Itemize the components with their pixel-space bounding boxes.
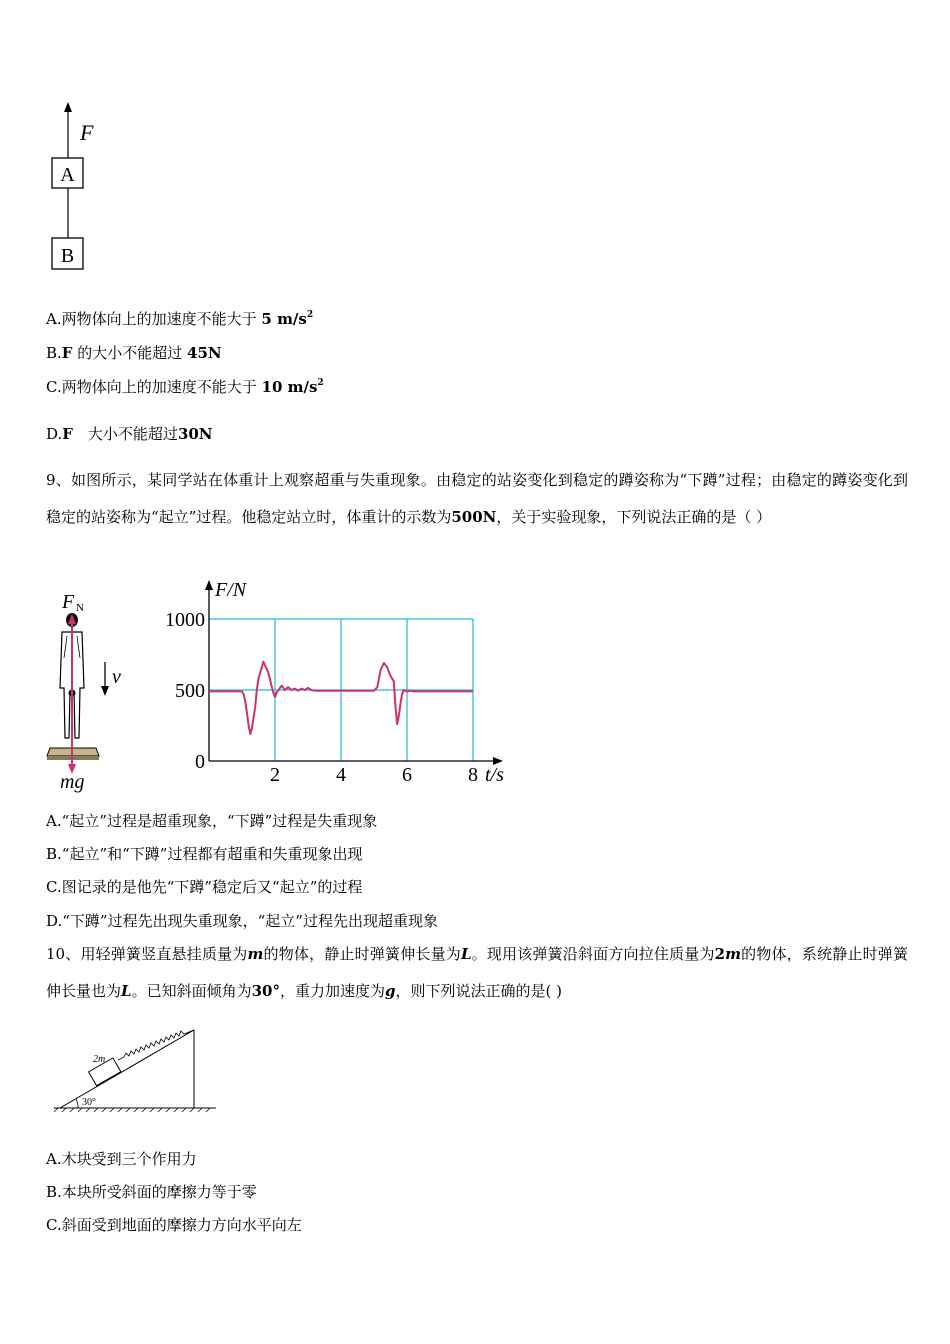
fn-label: F [62,591,75,613]
q8-option-d: D.F 大小不能超过30N [46,425,213,443]
blocks-ab-figure [40,98,120,278]
q8-option-c: C.两物体向上的加速度不能大于 10 $m/s^2$ [46,378,324,396]
q9-option-b: B.“起立”和“下蹲”过程都有超重和失重现象出现 [46,845,363,863]
angle-arc [76,1099,78,1108]
ground-hatch [54,1108,210,1112]
y-tick-label: 0 [195,751,205,773]
y-axis-arrow [205,580,213,590]
arrow-head [64,102,72,112]
x-tick-label: 2 [270,764,280,786]
x-tick-label: 4 [336,764,346,786]
fn-subscript: N [76,602,84,614]
question-number: 9、 [46,471,71,489]
q8-option-a: A.两物体向上的加速度不能大于 5 $m/s^2$ [46,310,314,328]
q9-option-c: C.图记录的是他先“下蹲”稳定后又“起立”的过程 [46,878,363,896]
incline-figure [50,1018,220,1118]
q9-stem: 9、如图所示，某同学站在体重计上观察超重与失重现象。由稳定的站姿变化到稳定的蹲姿称为“下蹲”过程；由稳定的蹲姿变化到稳定的站姿称为“起立”过程。他稳定站立时，体重计的示数为500N，关于实验现象，下列说法正确的是（ ） [46,471,908,526]
option-prefix: A. [46,310,62,328]
v-label: v [112,666,121,688]
force-label: F [80,120,94,145]
q10-option-b: B.本块所受斜面的摩擦力等于零 [46,1183,257,1201]
y-axis-label: F/N [215,579,247,601]
angle-label: 30° [82,1097,96,1108]
q10-option-c: C.斜面受到地面的摩擦力方向水平向左 [46,1216,302,1234]
q10-option-a: A.木块受到三个作用力 [46,1150,197,1168]
y-tick-label: 500 [175,680,205,702]
q9-option-a: A.“起立”过程是超重现象，“下蹲”过程是失重现象 [46,812,378,830]
q8-option-b: B.F 的大小不能超过 45N [46,344,222,362]
x-tick-label: 6 [402,764,412,786]
q10-stem: 10、用轻弹簧竖直悬挂质量为m的物体，静止时弹簧伸长量为L。现用该弹簧沿斜面方向拉住质量为2m的物体，系统静止时弹簧伸长量也为L。已知斜面倾角为30°，重力加速度为g，则下列说法正确的是( ) [46,945,908,1000]
y-tick-label: 1000 [165,609,205,631]
block-a-label: A [60,164,75,186]
spring [118,1030,194,1060]
x-axis-label: t/s [485,764,504,786]
force-time-chart [155,574,515,789]
person-on-scale-figure [44,588,134,793]
mg-label: mg [60,771,85,793]
q9-option-d: D.“下蹲”过程先出现失重现象，“起立”过程先出现超重现象 [46,912,438,930]
mass-label: 2m [93,1054,106,1065]
incline [60,1030,194,1108]
block-b-label: B [60,245,75,267]
x-tick-label: 8 [468,764,478,786]
